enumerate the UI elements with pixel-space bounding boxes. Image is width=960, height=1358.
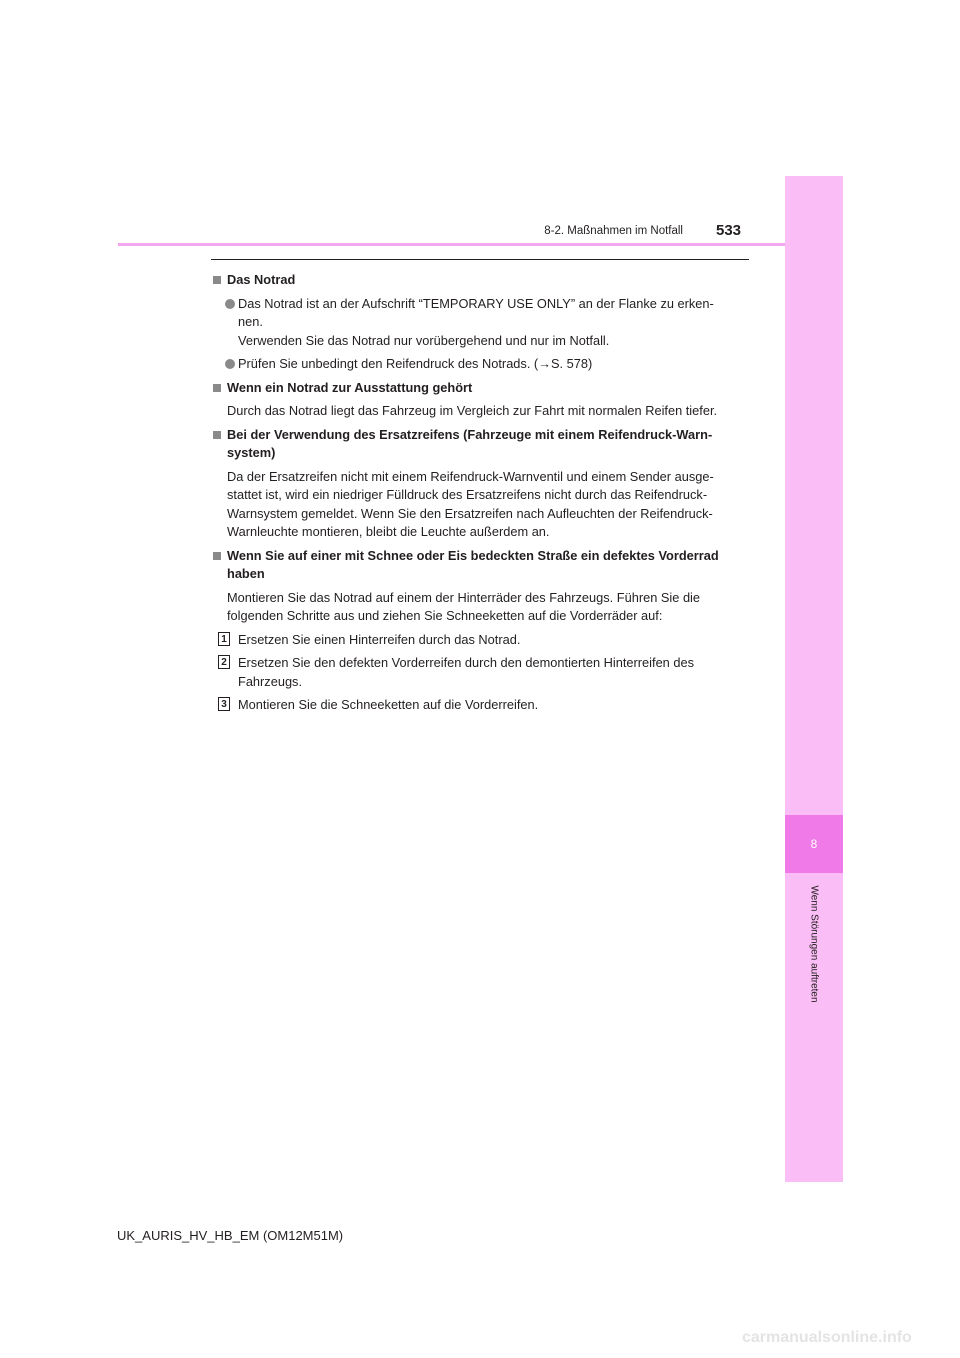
paragraph bbox=[211, 402, 749, 421]
heading-text: Das Notrad bbox=[227, 272, 296, 287]
round-bullet-icon bbox=[225, 359, 235, 369]
heading-tpms bbox=[211, 426, 749, 463]
text-line: Da der Ersatzreifen nicht mit einem Reifendruck-Warnventil und einem Sender ausge- bbox=[227, 468, 714, 484]
chapter-side-tab bbox=[785, 176, 843, 1182]
paragraph bbox=[211, 589, 749, 626]
heading-snow-ice bbox=[211, 547, 749, 584]
step-number: 2 bbox=[221, 657, 227, 668]
heading-text: haben bbox=[227, 566, 265, 581]
step-3 bbox=[211, 696, 749, 715]
page-content bbox=[211, 266, 749, 715]
heading-spare-wheel bbox=[211, 271, 749, 290]
text-line: Warnsystem gemeldet. Wenn Sie den Ersatzreifen nach Aufleuchten der Reifendruck- bbox=[227, 505, 713, 521]
text-line: folgenden Schritte aus und ziehen Sie Schneeketten auf die Vorderräder auf: bbox=[227, 608, 663, 623]
page-number: 533 bbox=[716, 222, 742, 239]
bullet-item bbox=[211, 355, 749, 374]
square-bullet-icon bbox=[213, 384, 221, 392]
text-line: Durch das Notrad liegt das Fahrzeug im Vergleich zur Fahrt mit normalen Reifen tiefer. bbox=[227, 403, 718, 418]
text-line: Warnleuchte montieren, bleibt die Leuchte außerdem an. bbox=[227, 524, 550, 539]
round-bullet-icon bbox=[225, 299, 235, 309]
step-number-box bbox=[218, 697, 230, 711]
text-line: stattet ist, wird ein niedriger Fülldruck des Ersatzreifens nicht durch das Reifendruck- bbox=[227, 487, 708, 502]
step-2 bbox=[211, 654, 749, 691]
heading-text: system) bbox=[227, 445, 276, 460]
chapter-number-tab bbox=[785, 815, 843, 873]
step-number-box bbox=[218, 655, 230, 669]
text-line: Das Notrad ist an der Aufschrift “TEMPORARY USE ONLY” an der Flanke zu erken- bbox=[238, 295, 714, 311]
text-line: Prüfen Sie unbedingt den Reifendruck des Notrads. (→S. 578) bbox=[238, 356, 593, 371]
watermark: carmanualsonline.info bbox=[742, 1329, 912, 1346]
text-line: Ersetzen Sie den defekten Vorderreifen durch den demontierten Hinterreifen des bbox=[238, 655, 694, 670]
heading-text: Bei der Verwendung des Ersatzreifens (Fahrzeuge mit einem Reifendruck-Warn- bbox=[227, 426, 713, 442]
header-rule bbox=[118, 243, 785, 246]
text-line: Montieren Sie das Notrad auf einem der Hinterräder des Fahrzeugs. Führen Sie die bbox=[227, 589, 701, 605]
text-line: Fahrzeugs. bbox=[238, 673, 303, 689]
step-1 bbox=[211, 631, 749, 650]
step-number-box bbox=[218, 632, 230, 646]
section-title: 8-2. Maßnahmen im Notfall bbox=[544, 225, 683, 237]
paragraph bbox=[211, 468, 749, 542]
text-line: Verwenden Sie das Notrad nur vorübergehend und nur im Notfall. bbox=[238, 332, 610, 348]
chapter-number: 8 bbox=[810, 837, 818, 851]
square-bullet-icon bbox=[213, 431, 221, 439]
heading-text: Wenn Sie auf einer mit Schnee oder Eis bedeckten Straße ein defektes Vorderrad bbox=[227, 547, 719, 563]
text-line: Ersetzen Sie einen Hinterreifen durch das Notrad. bbox=[238, 631, 521, 647]
body-top-rule bbox=[211, 259, 749, 260]
square-bullet-icon bbox=[213, 552, 221, 560]
footer-doc-code: UK_AURIS_HV_HB_EM (OM12M51M) bbox=[117, 1228, 344, 1243]
step-number: 3 bbox=[221, 699, 227, 710]
bullet-item bbox=[211, 295, 749, 351]
heading-text: Wenn ein Notrad zur Ausstattung gehört bbox=[227, 379, 473, 395]
square-bullet-icon bbox=[213, 276, 221, 284]
step-number: 1 bbox=[221, 633, 227, 645]
chapter-title-vertical: Wenn Störungen auftreten bbox=[808, 885, 820, 1003]
text-line: nen. bbox=[238, 314, 263, 329]
heading-spare-equipped bbox=[211, 379, 749, 398]
text-line: Montieren Sie die Schneeketten auf die Vorderreifen. bbox=[238, 697, 539, 712]
